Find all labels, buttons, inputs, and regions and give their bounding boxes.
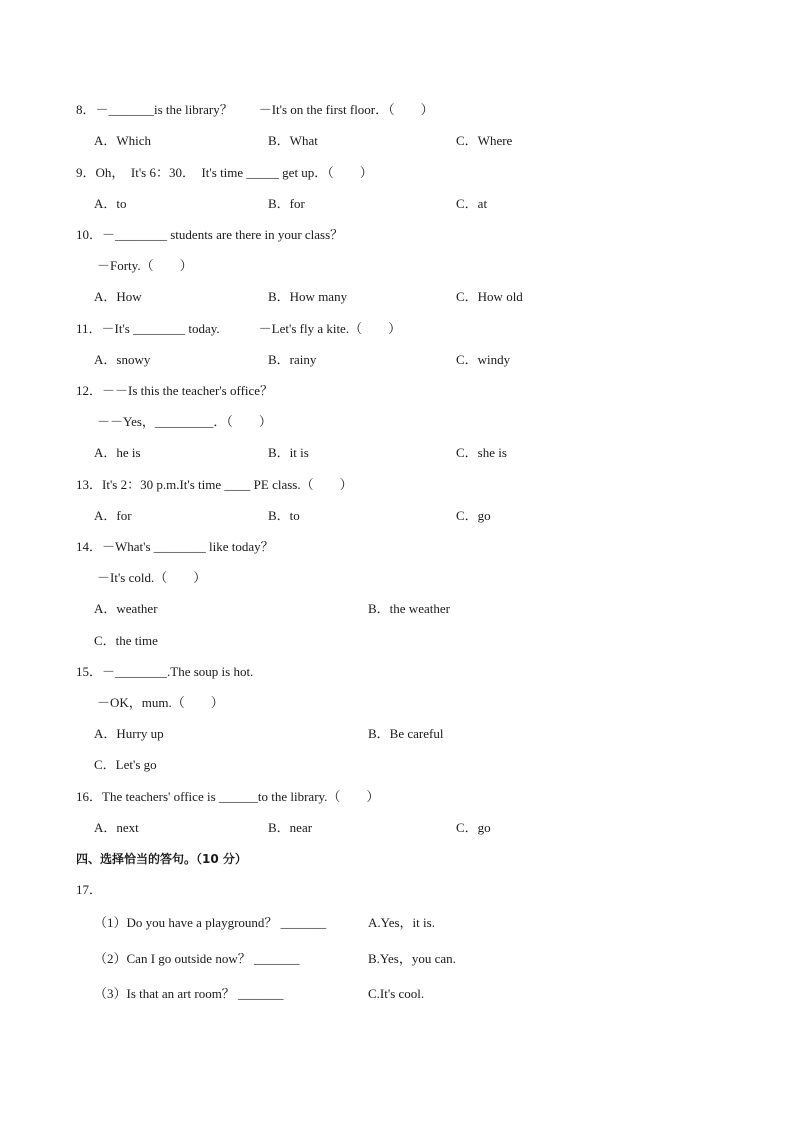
question-11-option-c: C．windy: [456, 352, 511, 367]
question-15-stem: 15．－________.The soup is hot.: [76, 664, 254, 679]
question-13-option-a: A．for: [94, 508, 132, 523]
question-16-option-a: A．next: [94, 820, 139, 835]
matching-answer-b: B.Yes，you can.: [368, 951, 456, 966]
question-12-option-c: C．she is: [456, 445, 507, 460]
question-8-option-a: A．Which: [94, 133, 152, 148]
question-8-option-c: C．Where: [456, 133, 513, 148]
matching-question-1: （1）Do you have a playground？ _______: [94, 915, 327, 930]
question-13-option-b: B．to: [268, 508, 300, 523]
question-12-reply: －－Yes，_________．（ ）: [97, 414, 272, 429]
question-14-stem: 14．－What's ________ like today？: [76, 539, 274, 554]
section-4-title: 四、选择恰当的答句。（10 分）: [76, 852, 247, 866]
matching-answer-c: C.It's cool.: [368, 986, 425, 1001]
question-14-option-a: A．weather: [94, 601, 158, 616]
question-12-option-b: B．it is: [268, 445, 309, 460]
question-17-number: 17．: [76, 882, 103, 897]
question-9-option-a: A．to: [94, 196, 127, 211]
question-10-option-a: A．How: [94, 289, 142, 304]
question-10-reply: －Forty.（ ）: [97, 258, 193, 273]
question-8-option-b: B．What: [268, 133, 318, 148]
question-16-stem: 16．The teachers' office is ______to the library.（ ）: [76, 789, 380, 804]
question-14-reply: －It's cold.（ ）: [97, 570, 207, 585]
question-15-option-c: C．Let's go: [94, 757, 157, 772]
question-11-option-b: B．rainy: [268, 352, 317, 367]
question-12-stem: 12．－－Is this the teacher's office？: [76, 383, 274, 398]
question-15-option-b: B．Be careful: [368, 726, 444, 741]
question-13-option-c: C．go: [456, 508, 491, 523]
question-13-stem: 13．It's 2：30 p.m.It's time ____ PE class.（ ）: [76, 477, 353, 492]
matching-question-3: （3）Is that an art room？ _______: [94, 986, 284, 1001]
question-9-option-b: B．for: [268, 196, 305, 211]
question-10-option-c: C．How old: [456, 289, 523, 304]
question-10-stem: 10．－________ students are there in your class？: [76, 227, 344, 242]
question-16-option-b: B．near: [268, 820, 313, 835]
question-11-stem: 11．－It's ________ today. －Let's fly a kite.（ ）: [76, 321, 402, 336]
question-9-stem: 9．Oh， It's 6：30． It's time _____ get up．（ ）: [76, 165, 373, 180]
question-10-option-b: B．How many: [268, 289, 348, 304]
question-12-option-a: A．he is: [94, 445, 141, 460]
matching-question-2: （2）Can I go outside now？ _______: [94, 951, 300, 966]
question-14-option-c: C．the time: [94, 633, 158, 648]
question-9-option-c: C．at: [456, 196, 488, 211]
question-15-reply: －OK，mum.（ ）: [97, 695, 224, 710]
matching-answer-a: A.Yes，it is.: [368, 915, 435, 930]
question-8-stem: 8．－_______is the library？ －It's on the first floor．（ ）: [76, 102, 434, 117]
question-11-option-a: A．snowy: [94, 352, 151, 367]
question-16-option-c: C．go: [456, 820, 491, 835]
question-15-option-a: A．Hurry up: [94, 726, 164, 741]
question-14-option-b: B．the weather: [368, 601, 450, 616]
